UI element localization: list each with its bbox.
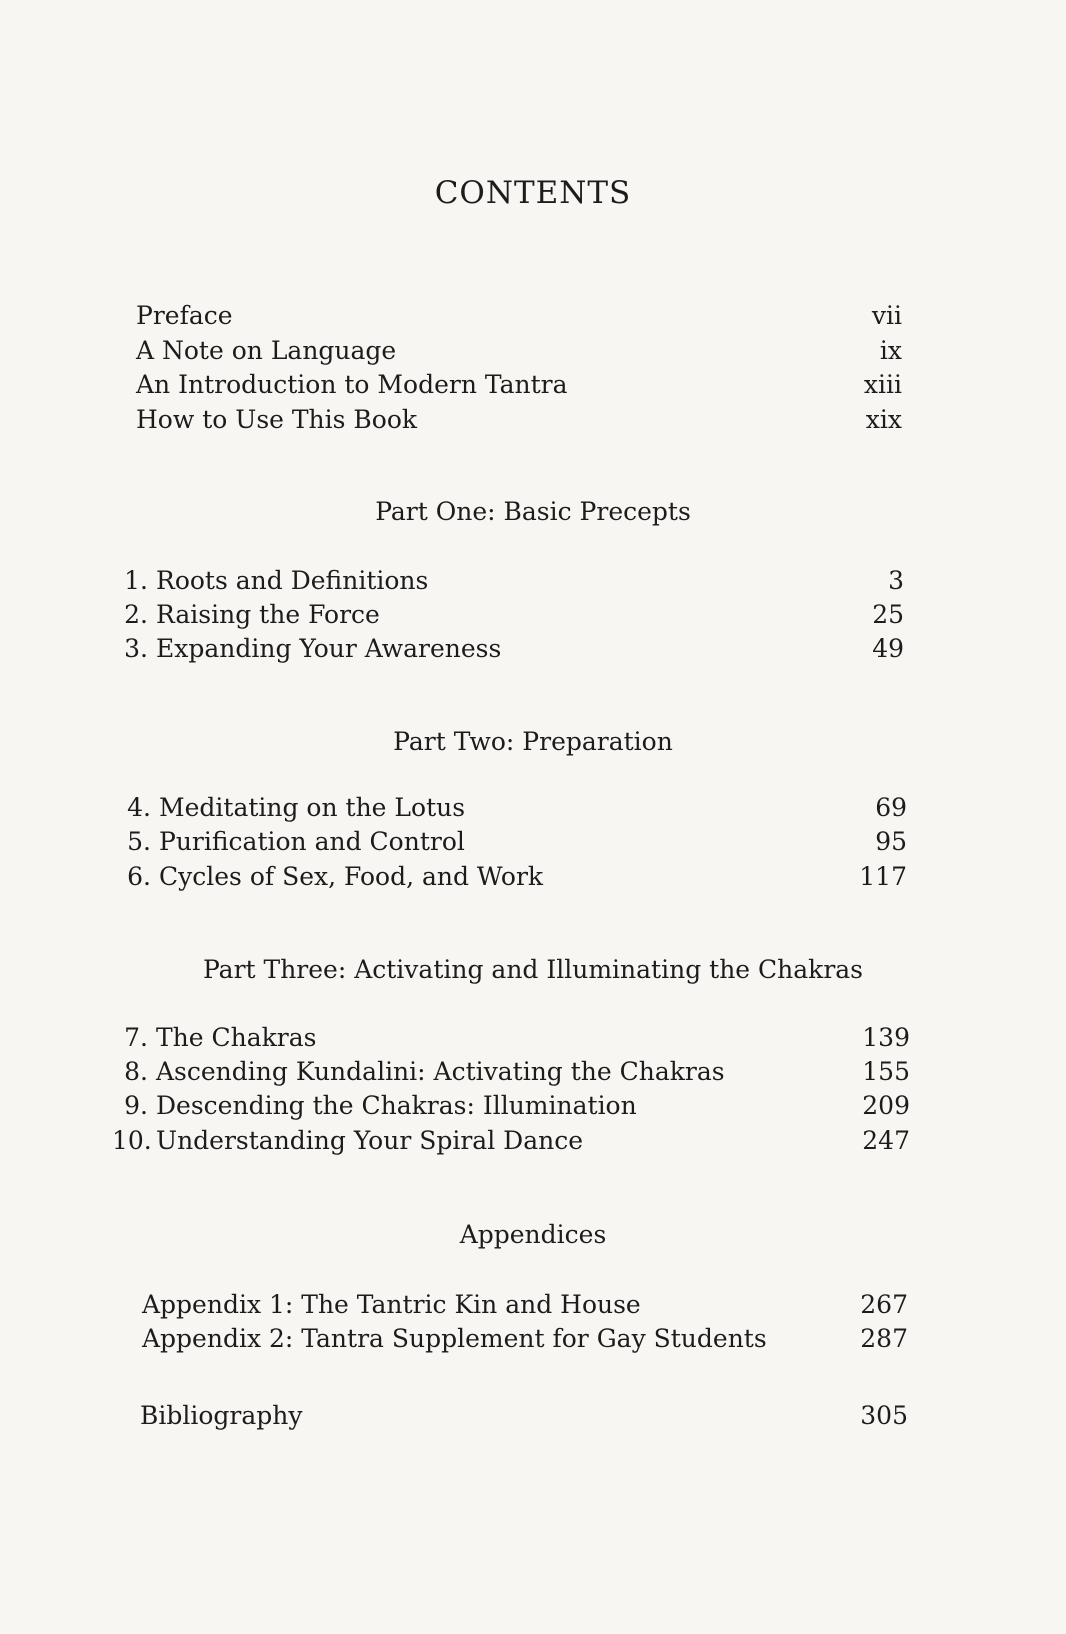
chapter-number: 1. <box>124 566 148 595</box>
toc-entry-chapter-10[interactable] <box>112 1123 910 1159</box>
toc-entry-page: 209 <box>862 1091 910 1120</box>
chapter-number: 4. <box>127 793 151 822</box>
chapter-number: 5. <box>127 827 151 856</box>
chapter-number: 7. <box>124 1023 148 1052</box>
toc-entry-chapter-4[interactable] <box>115 790 907 826</box>
toc-entry-page: 117 <box>859 862 907 891</box>
toc-entry-page: 247 <box>862 1126 910 1155</box>
toc-entry-introduction[interactable] <box>136 367 902 403</box>
section-heading-part-one: Part One: Basic Precepts <box>375 497 691 526</box>
toc-entry-chapter-5[interactable] <box>115 824 907 860</box>
toc-entry-preface[interactable] <box>136 298 902 334</box>
section-heading-part-two: Part Two: Preparation <box>393 727 673 756</box>
toc-entry-page: 155 <box>862 1057 910 1086</box>
toc-entry-chapter-7[interactable] <box>112 1020 910 1056</box>
toc-entry-label: Understanding Your Spiral Dance <box>156 1126 584 1155</box>
chapter-number: 8. <box>124 1057 148 1086</box>
page-title: CONTENTS <box>434 175 632 211</box>
toc-entry-label: A Note on Language <box>136 336 397 365</box>
toc-entry-appendix-2[interactable] <box>142 1321 908 1357</box>
toc-entry-label: Preface <box>136 301 233 330</box>
toc-entry-label: How to Use This Book <box>136 405 418 434</box>
toc-entry-label: Bibliography <box>140 1401 303 1430</box>
toc-entry-page: 287 <box>860 1324 908 1353</box>
toc-entry-label: Appendix 1: The Tantric Kin and House <box>142 1290 641 1319</box>
toc-entry-page: 139 <box>862 1023 910 1052</box>
chapter-number: 2. <box>124 600 148 629</box>
toc-entry-note-on-language[interactable] <box>136 333 902 369</box>
toc-entry-chapter-9[interactable] <box>112 1088 910 1124</box>
toc-entry-page: 305 <box>860 1401 908 1430</box>
toc-entry-page: 49 <box>872 634 904 663</box>
toc-entry-label: Descending the Chakras: Illumination <box>156 1091 637 1120</box>
toc-entry-label: Roots and Definitions <box>156 566 429 595</box>
toc-entry-label: Appendix 2: Tantra Supplement for Gay Students <box>142 1324 767 1353</box>
chapter-number: 6. <box>127 862 151 891</box>
section-heading-part-three: Part Three: Activating and Illuminating the Chakras <box>202 955 864 984</box>
toc-entry-label: The Chakras <box>156 1023 317 1052</box>
toc-entry-label: Cycles of Sex, Food, and Work <box>159 862 544 891</box>
toc-entry-label: Meditating on the Lotus <box>159 793 466 822</box>
toc-entry-how-to-use[interactable] <box>136 402 902 438</box>
toc-entry-bibliography[interactable] <box>140 1398 908 1434</box>
toc-entry-label: Expanding Your Awareness <box>156 634 502 663</box>
toc-entry-page: 69 <box>875 793 907 822</box>
toc-entry-page: ix <box>879 336 902 365</box>
toc-entry-label: Ascending Kundalini: Activating the Chakras <box>156 1057 725 1086</box>
toc-entry-chapter-1[interactable] <box>112 563 904 599</box>
toc-entry-label: An Introduction to Modern Tantra <box>136 370 568 399</box>
section-heading-appendices: Appendices <box>459 1220 607 1249</box>
toc-entry-appendix-1[interactable] <box>142 1287 908 1323</box>
toc-entry-chapter-6[interactable] <box>115 859 907 895</box>
chapter-number: 10. <box>112 1126 152 1155</box>
chapter-number: 3. <box>124 634 148 663</box>
toc-entry-chapter-2[interactable] <box>112 597 904 633</box>
toc-entry-page: 95 <box>875 827 907 856</box>
toc-entry-chapter-3[interactable] <box>112 631 904 667</box>
toc-entry-label: Purification and Control <box>159 827 465 856</box>
toc-entry-page: vii <box>871 301 902 330</box>
toc-entry-page: 3 <box>888 566 904 595</box>
toc-entry-chapter-8[interactable] <box>112 1054 910 1090</box>
toc-entry-page: xix <box>865 405 902 434</box>
toc-entry-page: 25 <box>872 600 904 629</box>
toc-entry-label: Raising the Force <box>156 600 380 629</box>
chapter-number: 9. <box>124 1091 148 1120</box>
toc-entry-page: 267 <box>860 1290 908 1319</box>
toc-entry-page: xiii <box>863 370 902 399</box>
